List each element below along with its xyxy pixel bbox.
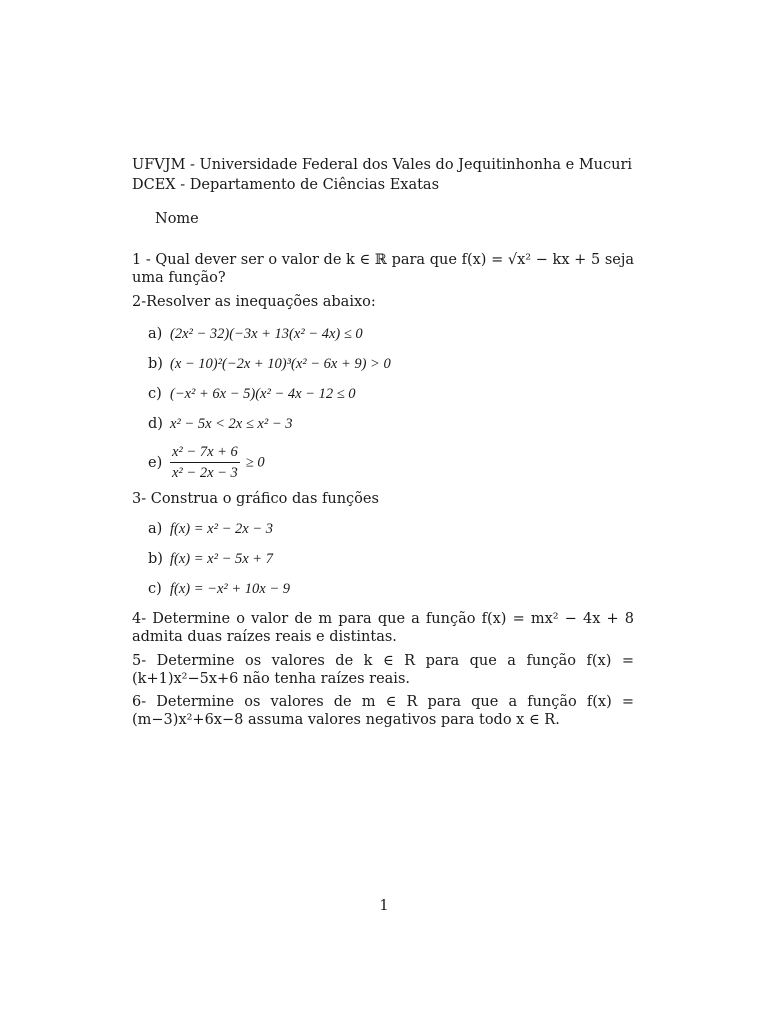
q2-item-d xyxy=(148,415,293,433)
function-expression: f(x) = x² − 5x + 7 xyxy=(170,551,273,567)
question-6: 6- Determine os valores de m ∈ R para que a função f(x) = (m−3)x²+6x−8 assuma valores negativos para todo x ∈ R. xyxy=(132,694,634,728)
inequality-expression: (2x² − 32)(−3x + 13(x² − 4x) ≤ 0 xyxy=(170,326,363,342)
question-5: 5- Determine os valores de k ∈ R para que a função f(x) = (k+1)x²−5x+6 não tenha raízes reais. xyxy=(132,653,634,687)
question-4: 4- Determine o valor de m para que a função f(x) = mx² − 4x + 8 admita duas raízes reais e distintas. xyxy=(132,611,634,645)
inequality-expression: (x − 10)²(−2x + 10)³(x² − 6x + 9) > 0 xyxy=(170,356,391,372)
q2-item-e xyxy=(148,443,265,482)
item-label: b) xyxy=(148,356,163,372)
item-label: c) xyxy=(148,386,162,402)
item-label: a) xyxy=(148,326,163,342)
function-expression: f(x) = −x² + 10x − 9 xyxy=(170,581,290,597)
item-label: e) xyxy=(148,454,163,471)
item-label: d) xyxy=(148,416,163,432)
department-heading: DCEX - Departamento de Ciências Exatas xyxy=(132,177,440,193)
item-label: b) xyxy=(148,551,163,567)
fraction-relation: ≥ 0 xyxy=(245,454,265,471)
inequality-expression: (−x² + 6x − 5)(x² − 4x − 12 ≤ 0 xyxy=(170,386,356,402)
page-number: 1 xyxy=(379,898,389,914)
q2-item-a xyxy=(148,325,363,343)
q3-item-a xyxy=(148,520,273,538)
item-label: c) xyxy=(148,581,162,597)
q3-item-b xyxy=(148,550,273,568)
q2-item-b xyxy=(148,355,391,373)
fraction-numerator: x² − 7x + 6 xyxy=(170,443,240,463)
name-label: Nome xyxy=(155,211,199,227)
q3-item-c xyxy=(148,580,290,598)
fraction xyxy=(170,443,240,482)
inequality-expression: x² − 5x < 2x ≤ x² − 3 xyxy=(170,416,293,432)
fraction-denominator: x² − 2x − 3 xyxy=(172,465,238,481)
question-3-title: 3- Construa o gráfico das funções xyxy=(132,491,379,507)
question-2-title: 2-Resolver as inequações abaixo: xyxy=(132,294,376,310)
question-1: 1 - Qual dever ser o valor de k ∈ ℝ para que f(x) = √x² − kx + 5 seja uma função? xyxy=(132,252,634,286)
function-expression: f(x) = x² − 2x − 3 xyxy=(170,521,273,537)
item-label: a) xyxy=(148,521,163,537)
q2-item-c xyxy=(148,385,356,403)
university-heading: UFVJM - Universidade Federal dos Vales do Jequitinhonha e Mucuri xyxy=(132,157,633,173)
